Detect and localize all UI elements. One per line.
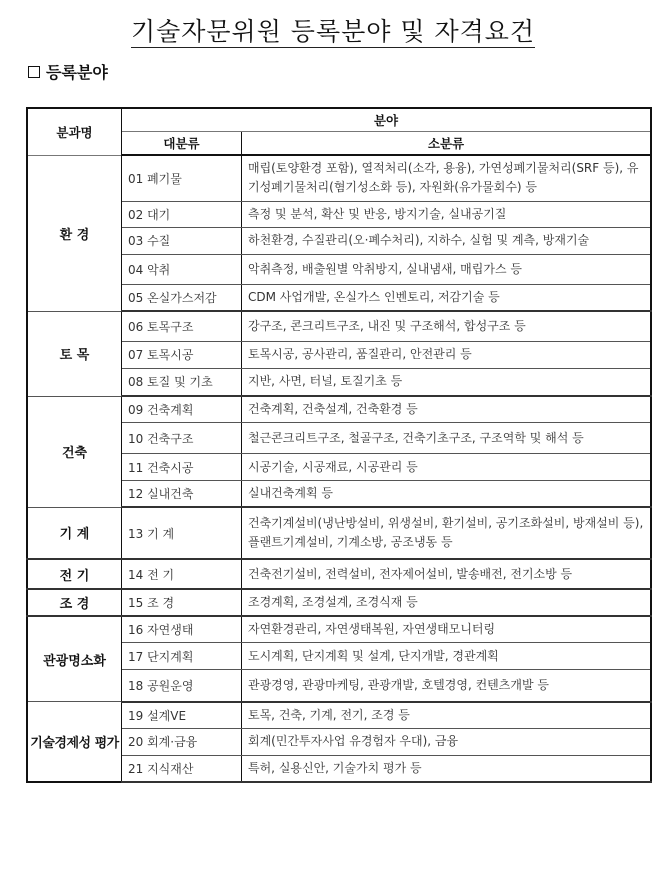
minor-classification-cell: 시공기술, 시공재료, 시공관리 등 <box>242 454 652 481</box>
header-major: 대분류 <box>122 132 242 156</box>
empty-square-icon <box>28 66 40 78</box>
category-cell: 토 목 <box>27 311 122 396</box>
minor-classification-cell: 실내건축계획 등 <box>242 481 652 508</box>
document-title <box>0 12 666 48</box>
major-classification-cell: 03 수질 <box>122 227 242 254</box>
minor-classification-cell: 하천환경, 수질관리(오·폐수처리), 지하수, 실험 및 계측, 방재기술 <box>242 227 652 254</box>
major-classification-cell: 15 조 경 <box>122 589 242 616</box>
table-row <box>27 201 651 227</box>
minor-classification-cell: 조경계획, 조경설계, 조경식재 등 <box>242 589 652 616</box>
category-cell: 전 기 <box>27 559 122 589</box>
table-row <box>27 702 651 729</box>
category-cell: 관광명소화 <box>27 616 122 702</box>
major-classification-cell: 14 전 기 <box>122 559 242 589</box>
minor-classification-cell: 특허, 실용신안, 기술가치 평가 등 <box>242 755 652 782</box>
major-classification-cell: 06 토목구조 <box>122 311 242 341</box>
minor-classification-cell: 철근콘크리트구조, 철골구조, 건축기초구조, 구조역학 및 해석 등 <box>242 423 652 454</box>
minor-classification-cell: 토목, 건축, 기계, 전기, 조경 등 <box>242 702 652 729</box>
table-row <box>27 559 651 589</box>
major-classification-cell: 07 토목시공 <box>122 341 242 368</box>
major-classification-cell: 01 폐기물 <box>122 155 242 201</box>
minor-classification-cell: 악취측정, 배출원별 악취방지, 실내냄새, 매립가스 등 <box>242 254 652 284</box>
table-row <box>27 284 651 311</box>
table-row <box>27 454 651 481</box>
category-cell: 기 계 <box>27 507 122 559</box>
minor-classification-cell: 건축전기설비, 전력설비, 전자제어설비, 발송배전, 전기소방 등 <box>242 559 652 589</box>
major-classification-cell: 19 설계VE <box>122 702 242 729</box>
major-classification-cell: 17 단지계획 <box>122 643 242 670</box>
table-row <box>27 368 651 396</box>
table-row <box>27 670 651 702</box>
minor-classification-cell: 건축기계설비(냉난방설비, 위생설비, 환기설비, 공기조화설비, 방재설비 등), 플랜트기계설비, 기계소방, 공조냉동 등 <box>242 507 652 559</box>
major-classification-cell: 20 회계·금융 <box>122 728 242 755</box>
table-row <box>27 311 651 341</box>
table-row <box>27 481 651 508</box>
major-classification-cell: 16 자연생태 <box>122 616 242 643</box>
minor-classification-cell: 건축계획, 건축설계, 건축환경 등 <box>242 396 652 423</box>
major-classification-cell: 11 건축시공 <box>122 454 242 481</box>
table-row <box>27 423 651 454</box>
minor-classification-cell: 매립(토양환경 포함), 열적처리(소각, 용융), 가연성폐기물처리(SRF 등), 유기성폐기물처리(혐기성소화 등), 자원화(유가물회수) 등 <box>242 155 652 201</box>
table-row <box>27 227 651 254</box>
table-row <box>27 589 651 616</box>
table-row <box>27 507 651 559</box>
table-row <box>27 396 651 423</box>
major-classification-cell: 21 지식재산 <box>122 755 242 782</box>
category-cell: 환 경 <box>27 155 122 311</box>
major-classification-cell: 02 대기 <box>122 201 242 227</box>
table-row <box>27 755 651 782</box>
header-category: 분과명 <box>27 108 122 155</box>
major-classification-cell: 13 기 계 <box>122 507 242 559</box>
category-cell: 조 경 <box>27 589 122 616</box>
table-body <box>27 155 651 782</box>
major-classification-cell: 12 실내건축 <box>122 481 242 508</box>
table-row <box>27 728 651 755</box>
category-cell: 기술경제성 평가 <box>27 702 122 782</box>
minor-classification-cell: 지반, 사면, 터널, 토질기초 등 <box>242 368 652 396</box>
major-classification-cell: 09 건축계획 <box>122 396 242 423</box>
minor-classification-cell: 도시계획, 단지계획 및 설계, 단지개발, 경관계획 <box>242 643 652 670</box>
minor-classification-cell: 강구조, 콘크리트구조, 내진 및 구조해석, 합성구조 등 <box>242 311 652 341</box>
category-cell: 건축 <box>27 396 122 507</box>
table-row <box>27 254 651 284</box>
section-heading <box>28 60 108 83</box>
header-field: 분야 <box>122 108 652 132</box>
major-classification-cell: 10 건축구조 <box>122 423 242 454</box>
table-row <box>27 341 651 368</box>
minor-classification-cell: 토목시공, 공사관리, 품질관리, 안전관리 등 <box>242 341 652 368</box>
minor-classification-cell: 자연환경관리, 자연생태복원, 자연생태모니터링 <box>242 616 652 643</box>
header-minor: 소분류 <box>242 132 652 156</box>
major-classification-cell: 08 토질 및 기초 <box>122 368 242 396</box>
minor-classification-cell: 측정 및 분석, 확산 및 반응, 방지기술, 실내공기질 <box>242 201 652 227</box>
table-row <box>27 643 651 670</box>
major-classification-cell: 18 공원운영 <box>122 670 242 702</box>
major-classification-cell: 05 온실가스저감 <box>122 284 242 311</box>
table-row <box>27 155 651 201</box>
minor-classification-cell: 관광경영, 관광마케팅, 관광개발, 호텔경영, 컨텐츠개발 등 <box>242 670 652 702</box>
table-row <box>27 616 651 643</box>
major-classification-cell: 04 악취 <box>122 254 242 284</box>
minor-classification-cell: 회계(민간투자사업 유경험자 우대), 금융 <box>242 728 652 755</box>
minor-classification-cell: CDM 사업개발, 온실가스 인벤토리, 저감기술 등 <box>242 284 652 311</box>
document-title-text: 기술자문위원 등록분야 및 자격요건 <box>130 17 536 46</box>
section-heading-text: 등록분야 <box>46 63 108 82</box>
registration-fields-table <box>26 107 652 783</box>
